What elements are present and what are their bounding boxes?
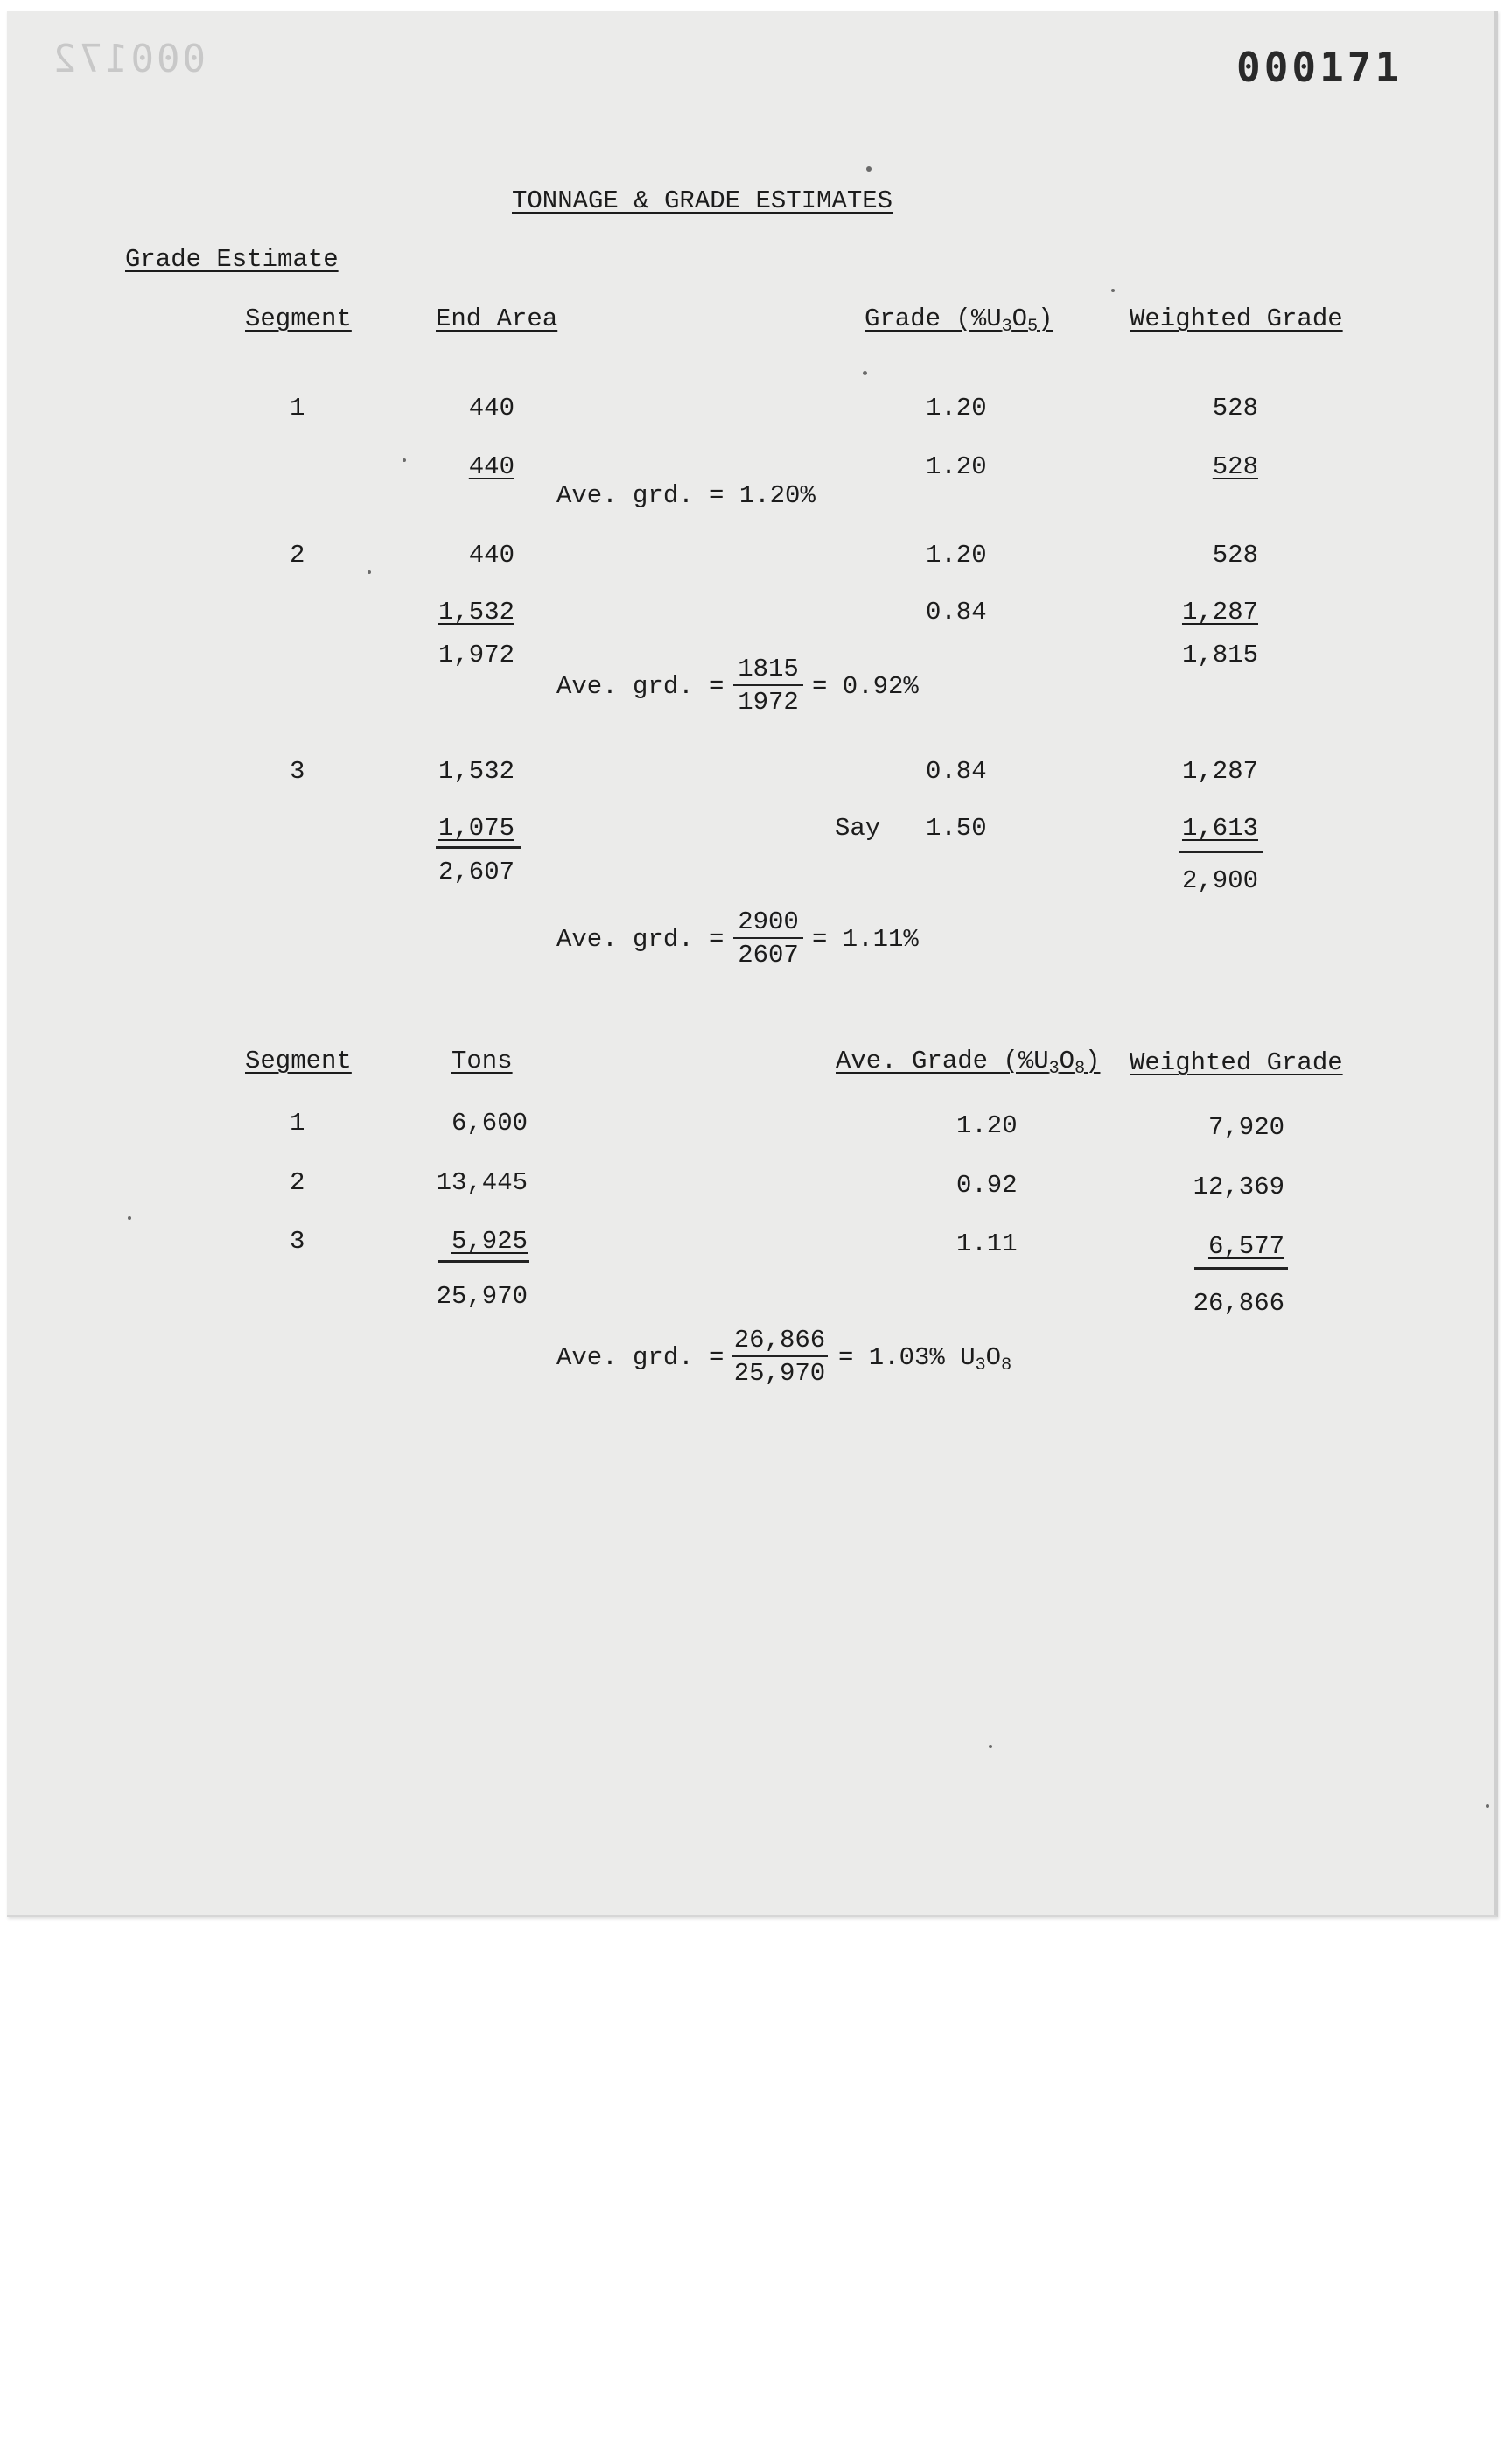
header-segment: Segment <box>245 304 352 333</box>
end-area-value: 1,075 <box>438 814 514 843</box>
header-grade: Grade $(\%U_3O_5)$ <box>864 304 1054 337</box>
tons-value: 6,600 <box>451 1109 528 1138</box>
end-area-value: 440 <box>468 541 514 570</box>
say-note: Say <box>835 814 881 843</box>
bleed-through-number: 000172 <box>51 37 206 81</box>
average-grade-label: Ave. grd. = <box>556 1343 724 1372</box>
header-tons: Tons <box>452 1046 513 1075</box>
end-area-value: 1,532 <box>438 757 514 786</box>
ave-grade-value: 0.92 <box>956 1171 1018 1200</box>
document-sheet <box>7 10 1498 1917</box>
tons-value: 5,925 <box>451 1227 528 1256</box>
grade-value: 0.84 <box>926 598 987 626</box>
weighted-value: 12,369 <box>1193 1172 1284 1201</box>
grade-value: 1.50 <box>926 814 987 843</box>
sum-rule <box>438 1260 529 1263</box>
sum-rule <box>1180 850 1263 853</box>
total-end-area: 2,607 <box>438 858 514 886</box>
page-title: TONNAGE & GRADE ESTIMATES <box>512 186 893 215</box>
segment-number: 2 <box>290 541 305 570</box>
weighted-value: 528 <box>1212 394 1258 423</box>
weighted-value: 1,287 <box>1181 598 1258 626</box>
grade-value: 1.20 <box>926 394 987 423</box>
average-grade-fraction <box>733 656 803 715</box>
weighted-value: 6,577 <box>1208 1232 1284 1261</box>
header-ave-grade: Ave. Grade $(\%U_3O_8)$ <box>836 1046 1101 1079</box>
average-grade-label: Ave. grd. = <box>556 672 724 701</box>
scan-speck <box>866 166 872 172</box>
total-weighted: 26,866 <box>1193 1289 1284 1318</box>
fraction-numerator: 2900 <box>733 909 803 939</box>
header-weighted-grade: Weighted Grade <box>1130 1048 1343 1077</box>
scan-speck <box>368 570 371 574</box>
segment-number: 1 <box>290 1109 305 1138</box>
end-area-value: 440 <box>468 394 514 423</box>
end-area-value: 1,532 <box>438 598 514 626</box>
weighted-value: 528 <box>1212 541 1258 570</box>
weighted-value: 7,920 <box>1208 1113 1284 1142</box>
scan-speck <box>1486 1804 1489 1808</box>
grade-value: 1.20 <box>926 452 987 481</box>
document-number: 000171 <box>1236 44 1404 91</box>
header-weighted-grade: Weighted Grade <box>1130 304 1343 333</box>
fraction-denominator: 2607 <box>738 941 799 970</box>
fraction-numerator: 26,866 <box>732 1327 828 1357</box>
section-heading: Grade Estimate <box>125 245 339 274</box>
fraction-numerator: 1815 <box>733 656 803 686</box>
scan-speck <box>1111 289 1115 292</box>
average-grade-text: Ave. grd. = 1.20% <box>556 481 816 510</box>
weighted-value: 528 <box>1212 452 1258 481</box>
total-weighted: 1,815 <box>1181 640 1258 669</box>
scan-speck <box>128 1216 131 1220</box>
average-grade-label: Ave. grd. = <box>556 925 724 954</box>
ave-grade-value: 1.20 <box>956 1111 1018 1140</box>
total-end-area: 1,972 <box>438 640 514 669</box>
weighted-value: 1,287 <box>1181 757 1258 786</box>
scan-speck <box>402 458 406 462</box>
segment-number: 3 <box>290 757 305 786</box>
segment-number: 3 <box>290 1227 305 1256</box>
average-grade-fraction <box>733 909 803 968</box>
weighted-value: 1,613 <box>1181 814 1258 843</box>
sum-rule <box>1194 1267 1288 1270</box>
sum-rule <box>436 846 521 849</box>
average-grade-result: = 1.11% <box>812 925 919 954</box>
fraction-denominator: 1972 <box>738 688 799 717</box>
average-grade-result: = 0.92% <box>812 672 919 701</box>
tons-value: 13,445 <box>436 1168 528 1197</box>
total-weighted: 2,900 <box>1181 866 1258 895</box>
scan-speck <box>989 1745 992 1748</box>
segment-number: 1 <box>290 394 305 423</box>
ave-grade-value: 1.11 <box>956 1229 1018 1258</box>
segment-number: 2 <box>290 1168 305 1197</box>
header-segment: Segment <box>245 1046 352 1075</box>
total-tons: 25,970 <box>436 1282 528 1311</box>
scan-speck <box>863 371 867 375</box>
average-grade-fraction <box>732 1327 828 1386</box>
header-end-area: End Area <box>436 304 558 333</box>
grade-value: 0.84 <box>926 757 987 786</box>
grade-value: 1.20 <box>926 541 987 570</box>
end-area-value: 440 <box>468 452 514 481</box>
fraction-denominator: 25,970 <box>733 1359 826 1388</box>
average-grade-result: = 1.03% $U_3O_8$ <box>838 1343 1012 1376</box>
